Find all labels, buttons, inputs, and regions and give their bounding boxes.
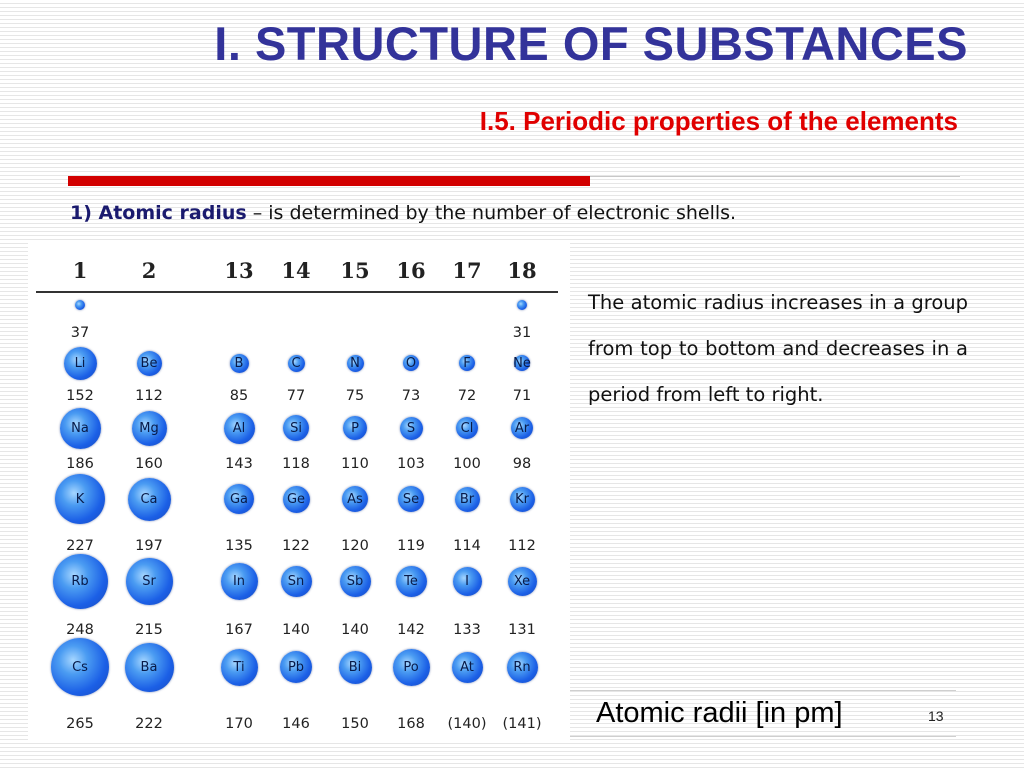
atomic-radius-value-pb: 146 <box>282 716 310 732</box>
atom-al <box>224 413 255 444</box>
point-label: 1) Atomic radius <box>70 202 247 224</box>
element-symbol: Be <box>140 355 158 371</box>
element-symbol: Kr <box>515 491 529 507</box>
atom-sn <box>281 566 312 597</box>
atomic-radius-value-o: 73 <box>401 388 421 404</box>
header-divider <box>36 291 558 293</box>
element-symbol: Ba <box>140 659 158 675</box>
slide-subtitle: I.5. Periodic properties of the elements <box>479 106 958 136</box>
atom-te <box>396 566 427 597</box>
atom-n <box>347 355 364 372</box>
atomic-radius-value-c: 77 <box>286 388 306 404</box>
atomic-radius-value-p: 110 <box>341 456 369 472</box>
atom-ca <box>128 478 171 521</box>
element-symbol: K <box>75 491 85 507</box>
atomic-radius-value-si: 118 <box>282 456 310 472</box>
atom-f <box>459 355 475 371</box>
element-symbol: Mg <box>139 420 159 436</box>
atomic-radius-value-sn: 140 <box>282 622 310 638</box>
atom-br <box>455 487 480 512</box>
element-symbol: Sr <box>142 573 156 589</box>
element-symbol: Li <box>74 355 86 371</box>
group-number-17: 17 <box>452 258 482 283</box>
element-symbol: Ar <box>514 420 530 436</box>
element-symbol: Xe <box>513 573 531 589</box>
atomic-radius-value-sr: 215 <box>135 622 163 638</box>
table-caption: Atomic radii [in pm] <box>596 697 843 729</box>
atom-ar <box>511 417 533 439</box>
atomic-radius-value-sb: 140 <box>341 622 369 638</box>
atom-pb <box>280 651 312 683</box>
element-symbol: N <box>350 355 360 371</box>
atomic-radius-value-as: 120 <box>341 538 369 554</box>
title-rule-accent <box>68 176 590 186</box>
atom-o <box>403 355 419 371</box>
element-symbol: Al <box>232 420 246 436</box>
atomic-radius-value-ca: 197 <box>135 538 163 554</box>
element-symbol: Br <box>459 491 475 507</box>
atomic-radius-value-al: 143 <box>225 456 253 472</box>
atomic-radius-value-rb: 248 <box>66 622 94 638</box>
atom-in <box>221 563 258 600</box>
atomic-radius-value-po: 168 <box>397 716 425 732</box>
atom-se <box>398 486 424 512</box>
element-symbol: Si <box>290 420 302 436</box>
atom-ti <box>221 649 258 686</box>
atom-li <box>64 347 97 380</box>
element-symbol: Ga <box>229 491 249 507</box>
element-symbol: Te <box>404 573 418 589</box>
atom-na <box>60 408 101 449</box>
element-symbol: Pb <box>287 659 305 675</box>
group-number-1: 1 <box>72 258 88 283</box>
element-symbol: I <box>465 573 469 589</box>
atom-ge <box>283 486 310 513</box>
atom-k <box>55 474 105 524</box>
element-symbol: Se <box>402 491 420 507</box>
element-symbol: Sn <box>287 573 305 589</box>
group-number-16: 16 <box>396 258 426 283</box>
atomic-radius-value-rn: (141) <box>502 716 542 732</box>
atomic-radius-value-ba: 222 <box>135 716 163 732</box>
atomic-radius-value-br: 114 <box>453 538 481 554</box>
group-number-13: 13 <box>224 258 254 283</box>
element-symbol: Rn <box>513 659 531 675</box>
atom-c <box>288 355 305 372</box>
atom-ga <box>224 484 254 514</box>
atomic-radius-point <box>70 202 990 224</box>
atomic-radius-value-ti: 170 <box>225 716 253 732</box>
atom-cl <box>456 417 478 439</box>
atom-ne <box>514 355 530 371</box>
atom-cs <box>51 638 109 696</box>
atomic-radius-value-at: (140) <box>447 716 487 732</box>
atomic-radius-value-cs: 265 <box>66 716 94 732</box>
atom-he <box>517 300 527 310</box>
atom-sr <box>126 558 173 605</box>
element-symbol: Cs <box>72 659 88 675</box>
group-number-18: 18 <box>507 258 537 283</box>
atomic-radius-value-na: 186 <box>66 456 94 472</box>
slide-title: I. STRUCTURE OF SUBSTANCES <box>214 17 968 70</box>
atom-bi <box>339 651 372 684</box>
element-symbol: B <box>234 355 244 371</box>
atom-i <box>453 567 482 596</box>
atom-be <box>137 351 162 376</box>
atomic-radius-value-ga: 135 <box>225 538 253 554</box>
element-symbol: As <box>347 491 363 507</box>
atomic-radius-value-te: 142 <box>397 622 425 638</box>
atom-rn <box>507 652 538 683</box>
element-symbol: Sb <box>346 573 364 589</box>
atomic-radius-value-se: 119 <box>397 538 425 554</box>
atomic-radius-value-i: 133 <box>453 622 481 638</box>
element-symbol: Ne <box>513 355 531 371</box>
element-symbol: P <box>351 420 359 436</box>
element-symbol: O <box>405 355 417 371</box>
title-rule-line <box>590 176 960 177</box>
atomic-radius-value-f: 72 <box>457 388 477 404</box>
element-symbol: Cl <box>460 420 474 436</box>
atomic-radius-value-s: 103 <box>397 456 425 472</box>
atom-kr <box>510 487 535 512</box>
atomic-radius-value-n: 75 <box>345 388 365 404</box>
element-symbol: Po <box>403 659 419 675</box>
atomic-radius-value-xe: 131 <box>508 622 536 638</box>
atomic-radius-value-ne: 71 <box>512 388 532 404</box>
atom-s <box>400 417 423 440</box>
element-symbol: Bi <box>348 659 362 675</box>
atom-sb <box>340 566 371 597</box>
atomic-radii-table <box>28 240 570 742</box>
atomic-radius-value-mg: 160 <box>135 456 163 472</box>
atom-b <box>230 354 249 373</box>
group-number-14: 14 <box>281 258 311 283</box>
atomic-radius-value-ge: 122 <box>282 538 310 554</box>
atomic-radius-value-k: 227 <box>66 538 94 554</box>
atom-si <box>283 415 309 441</box>
caption-rule-top <box>570 690 956 691</box>
atom-po <box>393 649 430 686</box>
trend-description: The atomic radius increases in a group from top to bottom and decreases in a period from left to right. <box>588 291 968 406</box>
element-symbol: In <box>232 573 246 589</box>
group-number-2: 2 <box>141 258 157 283</box>
atom-ba <box>125 643 174 692</box>
atomic-radius-value-bi: 150 <box>341 716 369 732</box>
atom-at <box>452 652 483 683</box>
element-symbol: S <box>406 420 416 436</box>
element-symbol: F <box>463 355 471 371</box>
atomic-radius-value-ar: 98 <box>512 456 532 472</box>
element-symbol: Ca <box>140 491 158 507</box>
element-symbol: C <box>291 355 301 371</box>
atom-rb <box>53 554 108 609</box>
element-symbol: Ti <box>233 659 245 675</box>
atom-mg <box>132 411 167 446</box>
atom-p <box>343 416 367 440</box>
atom-xe <box>508 567 537 596</box>
element-symbol: Ge <box>286 491 306 507</box>
group-number-15: 15 <box>340 258 370 283</box>
slide-number: 13 <box>928 708 944 724</box>
atom-h <box>75 300 85 310</box>
element-symbol: At <box>460 659 474 675</box>
element-symbol: Na <box>71 420 89 436</box>
atomic-radius-value-b: 85 <box>229 388 249 404</box>
atomic-radius-value-he: 31 <box>512 325 532 341</box>
element-symbol: Rb <box>71 573 89 589</box>
atomic-radius-value-li: 152 <box>66 388 94 404</box>
atomic-radius-value-h: 37 <box>70 325 90 341</box>
atomic-radius-value-kr: 112 <box>508 538 536 554</box>
atomic-radius-value-in: 167 <box>225 622 253 638</box>
atomic-radius-value-be: 112 <box>135 388 163 404</box>
atomic-radius-value-cl: 100 <box>453 456 481 472</box>
atom-as <box>342 486 368 512</box>
point-text: – is determined by the number of electronic shells. <box>246 202 737 224</box>
caption-rule-bottom <box>570 736 956 737</box>
